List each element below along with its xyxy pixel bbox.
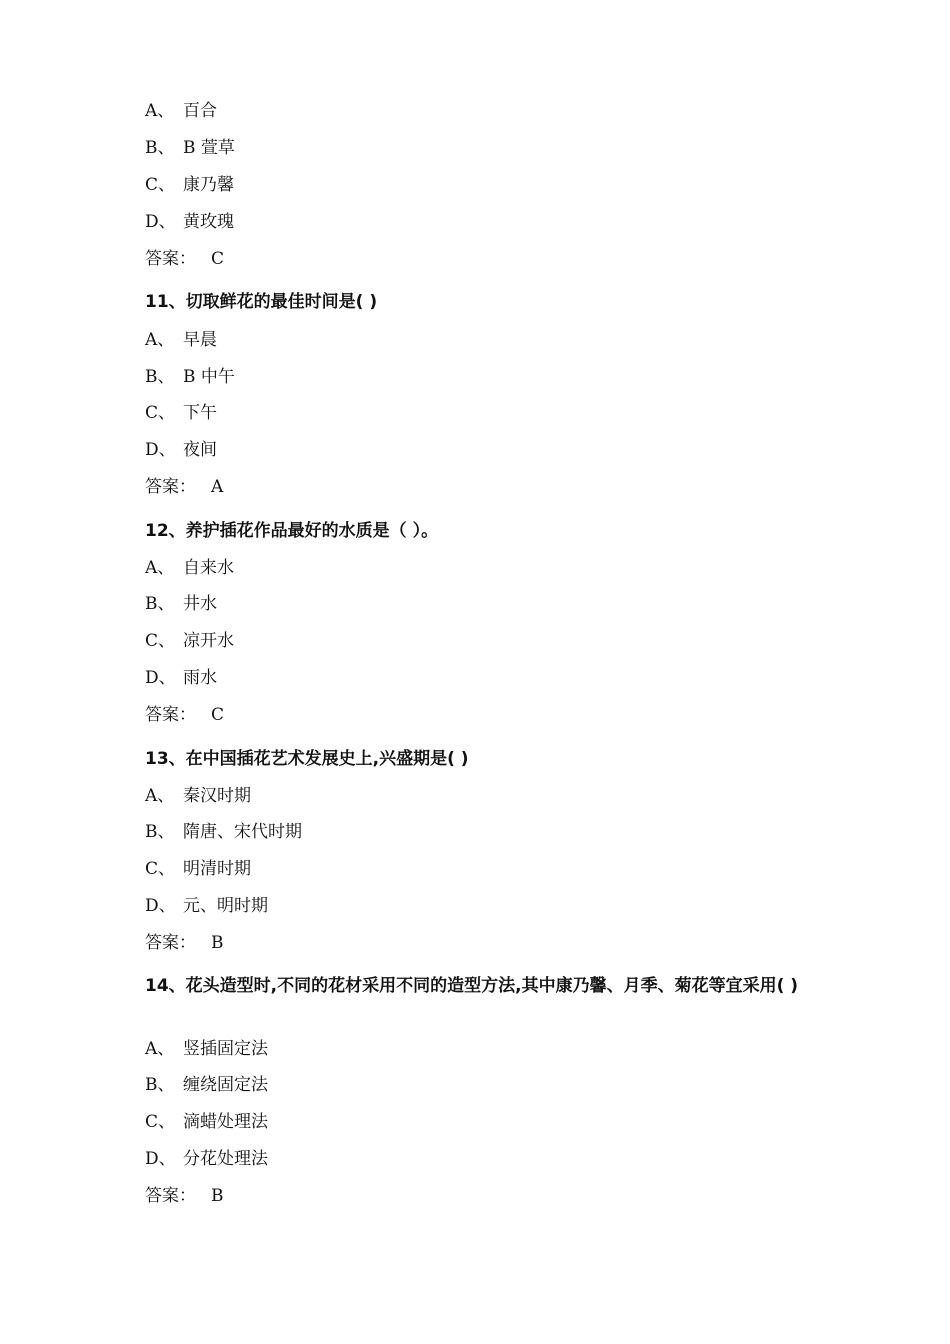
option-b: B、 缠绕固定法: [145, 1075, 268, 1095]
option-b: B、 隋唐、宋代时期: [145, 822, 302, 842]
option-c: C、 明清时期: [145, 859, 251, 879]
answer-line: 答案： B: [145, 933, 224, 953]
option-c: C、 下午: [145, 403, 217, 423]
option-c: C、 凉开水: [145, 631, 234, 651]
question-13: 13、在中国插花艺术发展史上,兴盛期是( ): [145, 749, 469, 769]
answer-line: 答案： C: [145, 705, 225, 725]
question-14: 14、花头造型时,不同的花材采用不同的造型方法,其中康乃馨、月季、菊花等宜采用( ): [145, 976, 799, 996]
option-b: B、 井水: [145, 594, 217, 614]
option-a: A、 自来水: [145, 558, 234, 578]
option-b: B、 B 萱草: [145, 138, 235, 158]
option-b: B、 B 中午: [145, 367, 235, 387]
option-d: D、 雨水: [145, 668, 217, 688]
option-d: D、 分花处理法: [145, 1149, 268, 1169]
answer-line: 答案： B: [145, 1186, 224, 1206]
option-d: D、 元、明时期: [145, 896, 268, 916]
option-a: A、 秦汉时期: [145, 786, 251, 806]
option-a: A、 竖插固定法: [145, 1039, 268, 1059]
answer-line: 答案： C: [145, 249, 225, 269]
question-11: 11、切取鲜花的最佳时间是( ): [145, 292, 378, 312]
option-c: C、 滴蜡处理法: [145, 1112, 268, 1132]
option-a: A、 早晨: [145, 330, 217, 350]
option-d: D、 夜间: [145, 440, 217, 460]
answer-line: 答案： A: [145, 477, 224, 497]
option-d: D、 黄玫瑰: [145, 212, 234, 232]
question-12: 12、养护插花作品最好的水质是（ ）。: [145, 521, 439, 541]
option-a: A、 百合: [145, 101, 217, 121]
option-c: C、 康乃馨: [145, 175, 234, 195]
